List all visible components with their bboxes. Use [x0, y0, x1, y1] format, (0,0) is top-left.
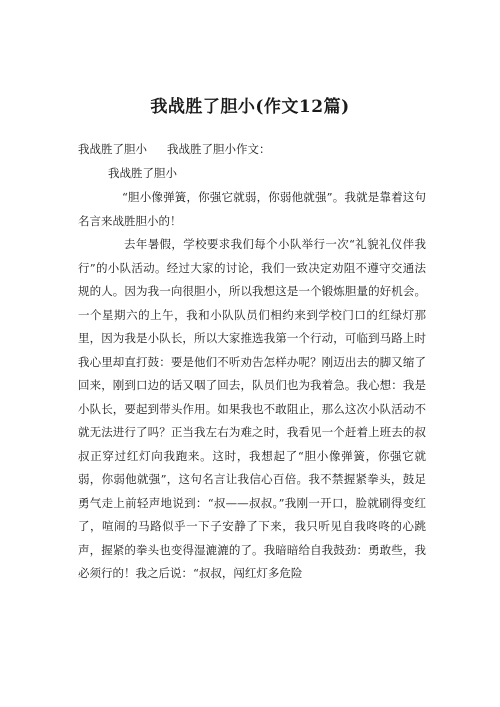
- section-heading: 我战胜了胆小: [108, 166, 177, 180]
- document-title: 我战胜了胆小(作文12篇): [150, 97, 350, 117]
- subtitle-right: 我战胜了胆小作文：: [167, 142, 271, 156]
- paragraph-2: 去年暑假，学校要求我们每个小队举行一次“礼貌礼仪伴我行”的小队活动。经过大家的讨论，我们一致决定劝阻不遵守交通法规的人。因为我一向很胆小，所以我想这是一个锻炼胆量的好机会。一个星期六的上午，我和小队队员们相约来到学校门口的红绿灯那里，因为我是小队长，所以大家推选我第一个行动，可临到马路上时我心里却直打鼓：要是他们不听劝告怎样办呢？刚迈出去的脚又缩了回来，刚到口边的话又咽了回去，队员们也为我着急。我心想：我是小队长，要起到带头作用。如果我也不敢阻止，那么这次小队活动不就无法进行了吗？正当我左右为难之时，我看见一个赶着上班去的叔叔正穿过红灯向我跑来。这时，我想起了“胆小像弹簧，你强它就弱，你弱他就强”，这句名言让我信心百倍。我不禁握紧拳头，鼓足勇气走上前轻声地说到：“叔——叔叔。”我刚一开口，脸就刷得变红了，喧闹的马路似乎一下子安静了下来，我只听见自我咚咚的心跳声，握紧的拳头也变得湿漉漉的了。我暗暗给自我鼓劲：勇敢些，我必须行的！我之后说：“叔叔，闯红灯多危险: [78, 237, 426, 580]
- paragraph-1: “胆小像弹簧，你强它就弱，你弱他就强”。我就是靠着这句名言来战胜胆小的！: [78, 190, 426, 228]
- document-body: [78, 186, 426, 586]
- subtitle-line: [78, 141, 271, 157]
- subtitle-left: 我战胜了胆小: [78, 142, 147, 156]
